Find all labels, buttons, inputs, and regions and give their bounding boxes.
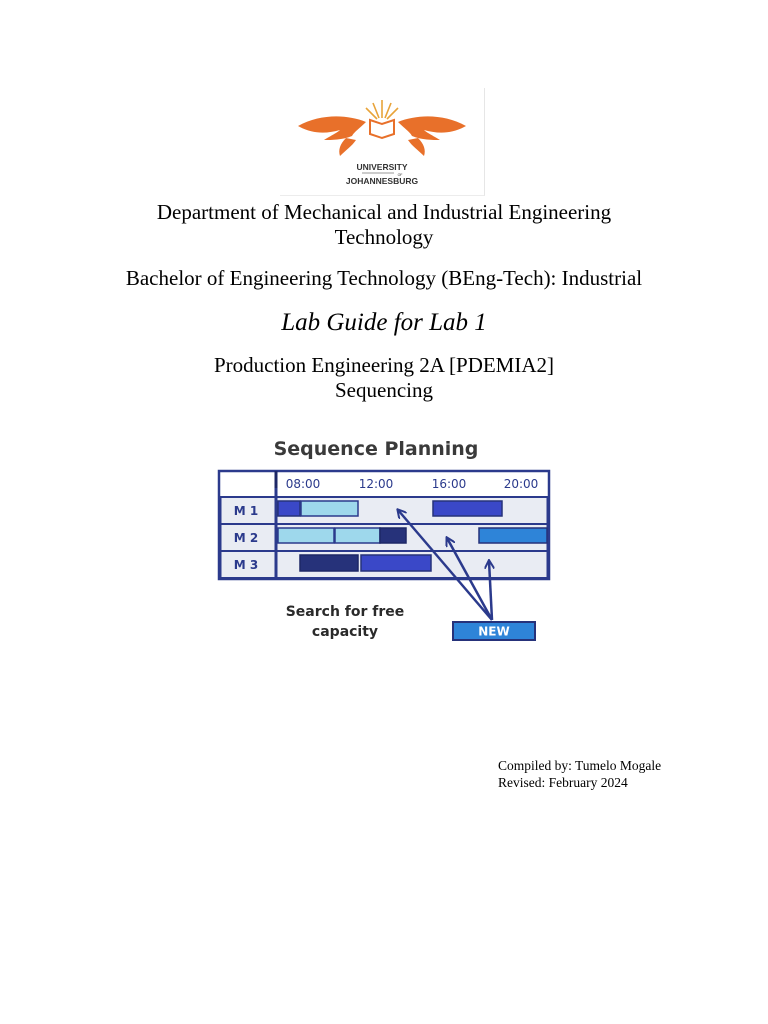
job-block [433, 501, 502, 516]
job-block [479, 528, 547, 543]
job-block [300, 555, 358, 571]
sequence-planning-figure [210, 430, 560, 650]
time-label-1200: 12:00 [358, 477, 394, 491]
course-name: Production Engineering 2A [PDEMIA2] [213, 353, 555, 377]
time-label-0800: 08:00 [285, 477, 321, 491]
left-bird-icon [298, 116, 366, 140]
job-block [361, 555, 431, 571]
job-block [335, 528, 380, 543]
lab-guide-title: Lab Guide for Lab 1 [281, 309, 487, 336]
revised-date: Revised: February 2024 [498, 775, 628, 790]
search-label-line-2: capacity [311, 624, 379, 640]
university-logo [280, 88, 485, 196]
logo-text-university: UNIVERSITY [356, 162, 408, 172]
job-block [278, 528, 334, 543]
left-bird-body-icon [339, 138, 356, 156]
right-bird-icon [398, 116, 466, 140]
degree-heading: Bachelor of Engineering Technology (BEng-Tech): Industrial [125, 266, 643, 290]
flame-icon [366, 100, 398, 119]
logo-text-johannesburg: JOHANNESBURG [345, 176, 419, 186]
compiled-by: Compiled by: Tumelo Mogale [498, 758, 662, 773]
sequence-planning-diagram [210, 430, 560, 650]
compiled-info [498, 757, 661, 791]
search-label-line-1: Search for free [285, 604, 405, 620]
department-line-2: Technology [334, 225, 434, 249]
course-topic: Sequencing [335, 378, 433, 402]
job-block [278, 501, 300, 516]
machine-label-m1: M 1 [233, 504, 259, 518]
job-block [301, 501, 358, 516]
job-block [380, 528, 406, 543]
new-job-label: NEW [478, 624, 510, 639]
course-heading [0, 353, 768, 403]
machine-label-m3: M 3 [233, 558, 259, 572]
book-icon [370, 120, 394, 138]
university-logo-graphic [280, 88, 484, 195]
machine-label-m2: M 2 [233, 531, 259, 545]
time-label-2000: 20:00 [503, 477, 539, 491]
time-label-1600: 16:00 [431, 477, 467, 491]
figure-title: Sequence Planning [273, 438, 479, 460]
logo-text-of: OF [397, 173, 403, 177]
right-bird-body-icon [408, 138, 425, 156]
department-line-1: Department of Mechanical and Industrial Engineering [156, 200, 612, 224]
department-heading [0, 200, 768, 250]
